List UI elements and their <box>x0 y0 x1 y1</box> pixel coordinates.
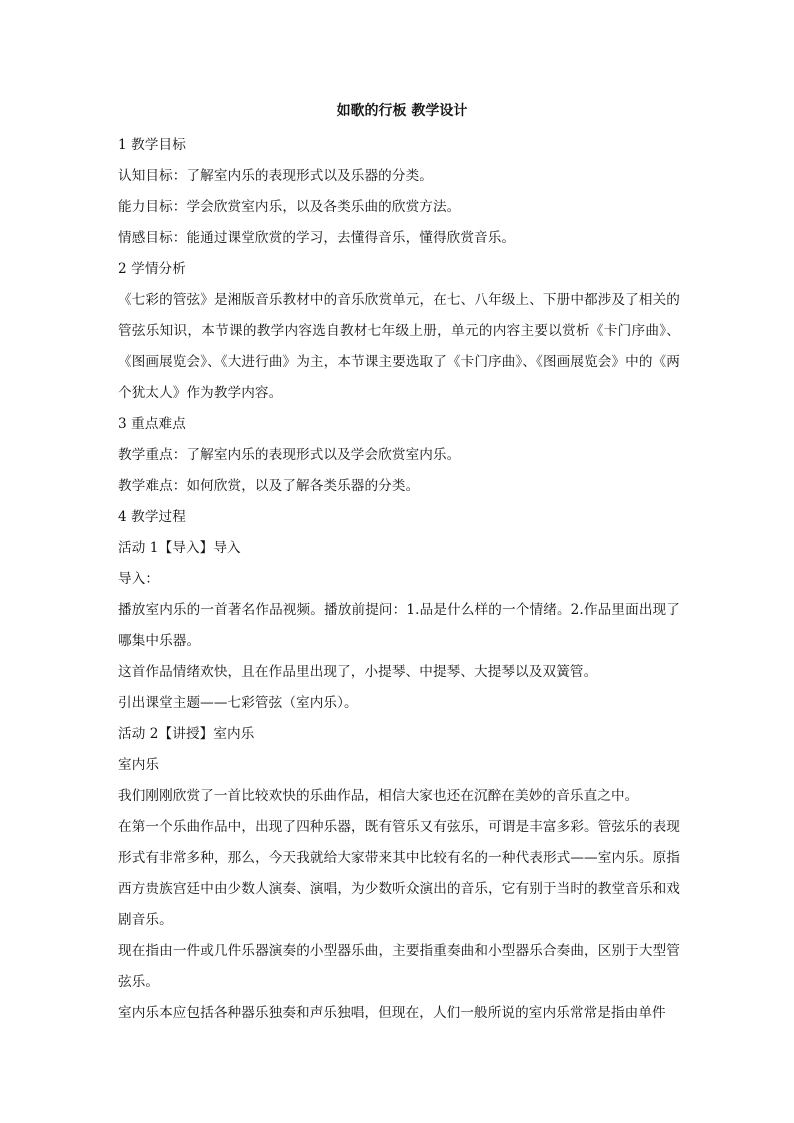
activity-1-heading: 活动 1【导入】导入 <box>118 540 241 556</box>
section-heading-analysis: 2 学情分析 <box>118 261 186 277</box>
paragraph-chamber-modern: 现在指由一件或几件乐器演奏的小型器乐曲，主要指重奏曲和小型器乐合奏曲，区别于大型管弦乐。 <box>118 943 680 990</box>
paragraph-chamber-scope: 室内乐本应包括各种器乐独奏和声乐独唱，但现在，人们一般所说的室内乐常常是指由单件 <box>118 1005 666 1021</box>
paragraph-emotional-goal: 情感目标：能通过课堂欣赏的学习，去懂得音乐，懂得欣赏音乐。 <box>118 230 516 246</box>
paragraph-chamber-definition: 在第一个乐曲作品中，出现了四种乐器，既有管乐又有弦乐，可谓是丰富多彩。管弦乐的表现形式有非常多种，那么，今天我就给大家带来其中比较有名的一种代表形式——室内乐。原指西方贵族宫廷中由少数人演奏、演唱，为少数听众演出的音乐，它有别于当时的教堂音乐和戏剧音乐。 <box>118 819 680 928</box>
document-title: 如歌的行板 教学设计 <box>336 103 468 119</box>
paragraph-difficulty: 教学难点：如何欣赏，以及了解各类乐器的分类。 <box>118 478 420 494</box>
section-heading-key-points: 3 重点难点 <box>118 416 186 432</box>
paragraph-intro-video: 播放室内乐的一首著名作品视频。播放前提问：1.品是什么样的一个情绪。2.作品里面出现了哪集中乐器。 <box>118 602 680 649</box>
paragraph-cognitive-goal: 认知目标：了解室内乐的表现形式以及乐器的分类。 <box>118 168 433 184</box>
paragraph-intro-topic: 引出课堂主题——七彩管弦（室内乐）。 <box>118 695 358 711</box>
section-heading-process: 4 教学过程 <box>118 509 186 525</box>
activity-2-heading: 活动 2【讲授】室内乐 <box>118 726 255 742</box>
paragraph-key-point: 教学重点：了解室内乐的表现形式以及学会欣赏室内乐。 <box>118 447 461 463</box>
paragraph-analysis: 《七彩的管弦》是湘版音乐教材中的音乐欣赏单元，在七、八年级上、下册中都涉及了相关的管弦乐知识，本节课的教学内容选自教材七年级上册，单元的内容主要以赏析《卡门序曲》、《图画展览会》、《大进行曲》为主，本节课主要选取了《卡门序曲》、《图画展览会》中的《两个犹太人》作为教学内容。 <box>118 292 680 401</box>
paragraph-ability-goal: 能力目标：学会欣赏室内乐，以及各类乐曲的欣赏方法。 <box>118 199 461 215</box>
paragraph-intro-instruments: 这首作品情绪欢快，且在作品里出现了，小提琴、中提琴、大提琴以及双簧管。 <box>118 664 598 680</box>
paragraph-chamber-music-label: 室内乐 <box>118 757 160 773</box>
section-heading-objectives: 1 教学目标 <box>118 137 186 153</box>
paragraph-chamber-recap: 我们刚刚欣赏了一首比较欢快的乐曲作品，相信大家也还在沉醉在美妙的音乐直之中。 <box>118 788 639 804</box>
paragraph-intro-label: 导入： <box>118 571 160 587</box>
document-page <box>118 100 680 1029</box>
